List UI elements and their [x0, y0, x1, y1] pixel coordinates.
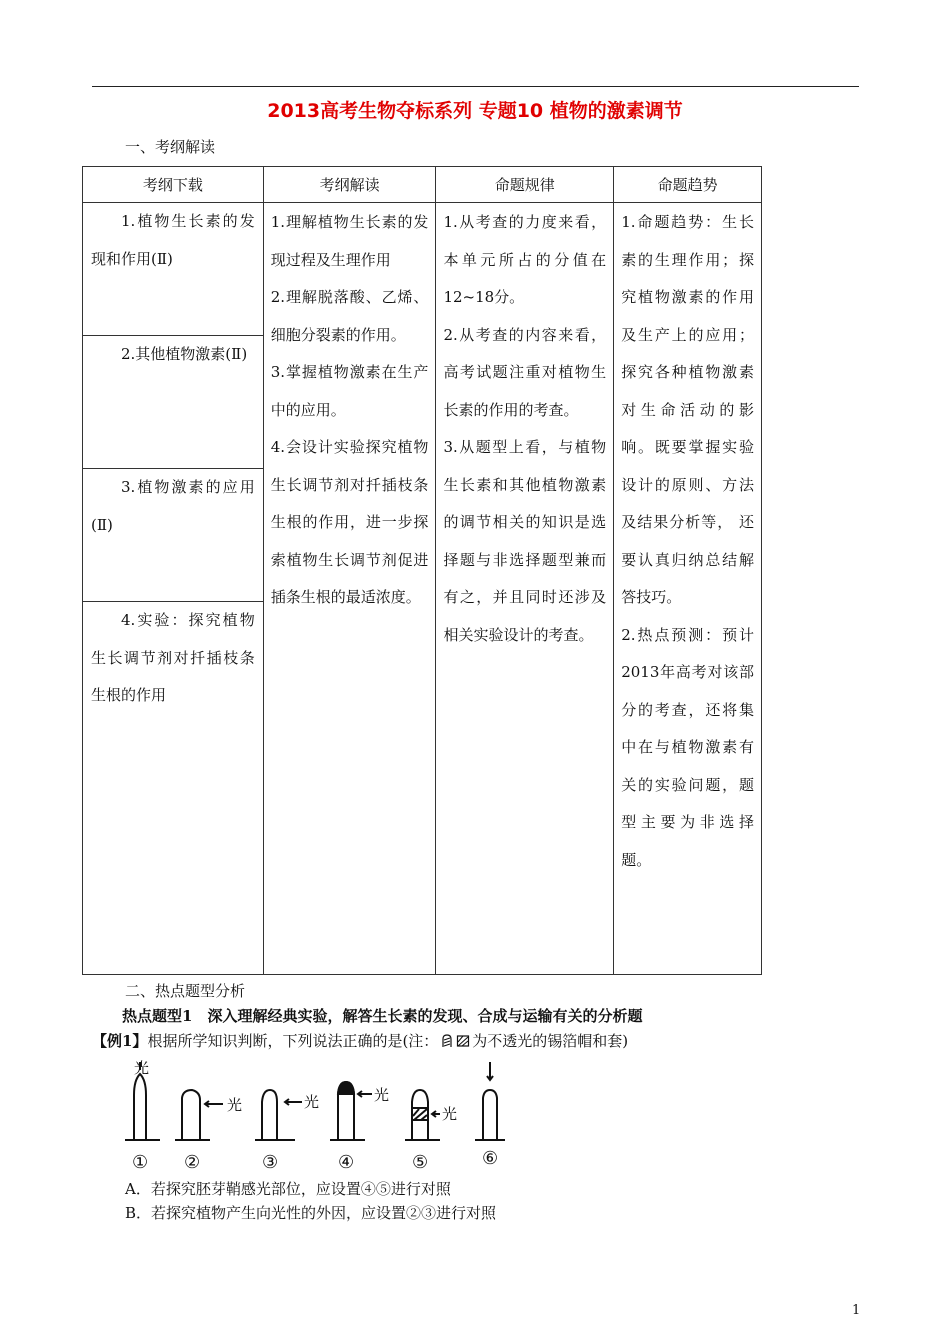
outline-item: 2.其他植物激素(Ⅱ): [121, 345, 248, 363]
figure-number: ②: [184, 1152, 201, 1173]
table-header-cell: 考纲解读: [263, 167, 436, 203]
figure-number: ③: [262, 1152, 279, 1173]
foil-sleeve-icon: [456, 1034, 470, 1048]
light-label: 光: [134, 1060, 150, 1077]
section-heading-hot-types: 二、热点题型分析: [125, 982, 246, 1000]
outline-item: 4.实验：探究植物生长调节剂对扦插枝条生根的作用: [91, 611, 255, 704]
list-item: 3.掌握植物激素在生产中的应用。: [270, 363, 429, 419]
option-a: A．若探究胚芽鞘感光部位，应设置④⑤进行对照: [125, 1180, 451, 1198]
table-header-cell: 考纲下载: [83, 167, 264, 203]
example-question: [92, 1030, 628, 1051]
page-number: 1: [852, 1303, 861, 1318]
table-cell: [614, 203, 762, 975]
light-label: 光: [227, 1096, 243, 1114]
list-item: 4.会设计实验探究植物生长调节剂对扦插枝条生根的作用，进一步探索植物生长调节剂促进插条生根的最适浓度。: [270, 438, 429, 606]
list-item: 2.理解脱落酸、乙烯、细胞分裂素的作用。: [270, 288, 429, 344]
header-rule: [92, 86, 859, 87]
figure-number: ①: [132, 1152, 149, 1173]
coleoptile-experiment-figure: [120, 1060, 520, 1175]
outline-item: 3.植物激素的应用(Ⅱ): [91, 478, 255, 534]
example-text: 根据所学知识判断，下列说法正确的是(注：: [147, 1032, 439, 1050]
list-item: 1.命题趋势：生长素的生理作用；探究植物激素的作用及生产上的应用；探究各种植物激素对生命活动的影响。既要掌握实验设计的原则、方法及结果分析等， 还要认真归纳总结解答技巧。: [621, 213, 754, 606]
list-item: 2.热点预测：预计2013年高考对该部分的考查，还将集中在与植物激素有关的实验问题，题型主要为非选择题。: [621, 625, 754, 869]
table-cell: [83, 203, 264, 336]
page-title: 2013高考生物夺标系列 专题10 植物的激素调节: [267, 100, 683, 122]
table-row: [83, 203, 762, 336]
list-item: 1.理解植物生长素的发现过程及生理作用: [270, 213, 429, 269]
light-label: 光: [304, 1093, 320, 1111]
list-item: 2.从考查的内容来看，高考试题注重对植物生长素的作用的考查。: [443, 325, 607, 419]
hot-type-heading: 热点题型1 深入理解经典实验，解答生长素的发现、合成与运输有关的分析题: [122, 1007, 643, 1025]
coleoptile-2: [175, 1090, 223, 1140]
table-header-cell: 命题趋势: [614, 167, 762, 203]
option-b: B．若探究植物产生向光性的外因，应设置②③进行对照: [125, 1204, 497, 1222]
coleoptile-5: [405, 1090, 440, 1140]
table-header-row: [83, 167, 762, 203]
table-header-cell: 命题规律: [436, 167, 614, 203]
coleoptile-3: [255, 1090, 302, 1140]
table-cell: [83, 336, 264, 469]
list-item: 3.从题型上看，与植物生长素和其他植物激素的调节相关的知识是选择题与非选择题型兼而有之，并且同时还涉及相关实验设计的考查。: [443, 438, 607, 644]
foil-cap-icon: [440, 1034, 454, 1048]
table-cell: [83, 602, 264, 975]
table-cell-text: [265, 204, 435, 617]
example-text-2: 为不透光的锡箔帽和套): [472, 1032, 629, 1050]
table-cell: [83, 469, 264, 602]
table-cell: [263, 203, 436, 975]
table-cell-text: [615, 204, 760, 879]
table-cell: [436, 203, 614, 975]
section-heading-outline: 一、考纲解读: [125, 138, 216, 156]
figure-number: ⑥: [482, 1148, 499, 1169]
figure-number: ④: [338, 1152, 355, 1173]
outline-table: [82, 166, 762, 975]
light-label: 光: [374, 1086, 390, 1104]
light-label: 光: [442, 1105, 458, 1123]
outline-item: 1.植物生长素的发现和作用(Ⅱ): [91, 212, 255, 268]
figure-number: ⑤: [412, 1152, 429, 1173]
coleoptile-4: [330, 1082, 372, 1140]
table-cell-text: [437, 204, 612, 654]
coleoptile-6: [475, 1062, 505, 1140]
list-item: 1.从考查的力度来看，本单元所占的分值在12~18分。: [443, 213, 607, 306]
example-label: 【例1】: [92, 1032, 148, 1050]
